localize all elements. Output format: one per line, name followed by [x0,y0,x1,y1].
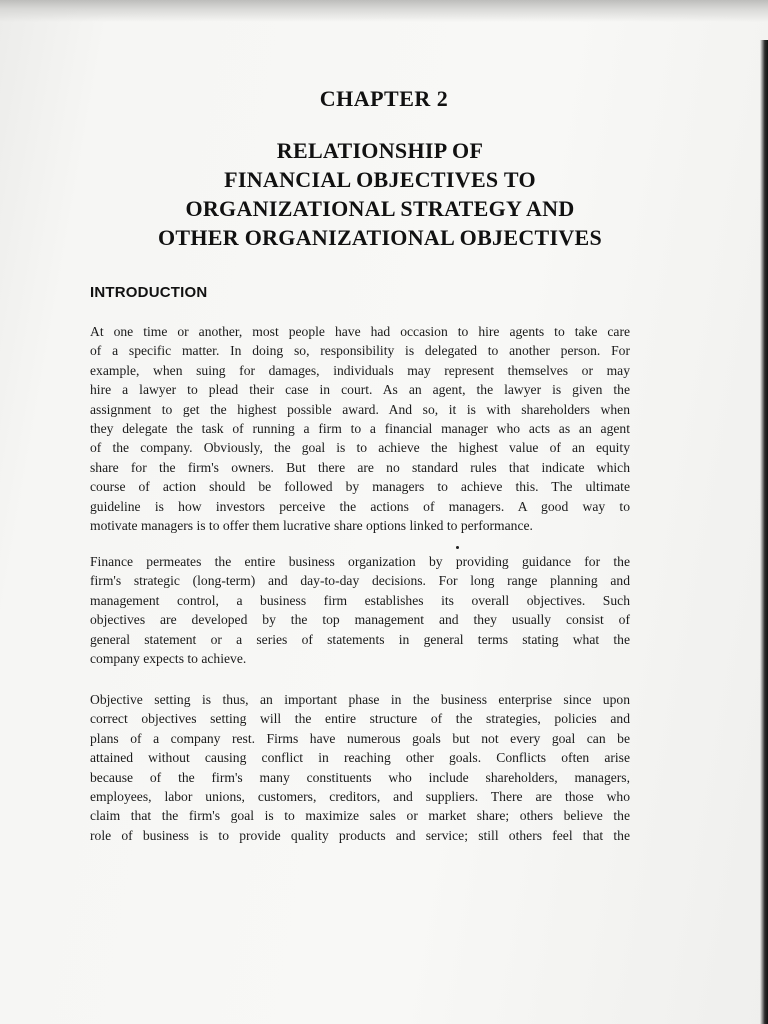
text-line: they delegate the task of running a firm to a financial manager who acts as an agent [90,421,630,437]
chapter-title [80,136,680,252]
paragraph-3 [90,690,630,845]
page-right-edge [760,40,768,1024]
text-line: company expects to achieve. [90,651,247,667]
text-line: because of the firm's many constituents who include shareholders, managers, [90,769,630,785]
text-line: objectives are developed by the top management and they usually consist of [90,612,630,628]
text-line: of a specific matter. In doing so, responsibility is delegated to another person. For [90,343,630,359]
text-line: assignment to get the highest possible award. And so, it is with shareholders when [90,401,630,417]
chapter-title-line: ORGANIZATIONAL STRATEGY AND [185,196,575,221]
chapter-label: CHAPTER 2 [319,86,449,111]
text-line: At one time or another, most people have had occasion to hire agents to take care [90,324,630,339]
section-heading: INTRODUCTION [90,284,208,301]
text-line: firm's strategic (long-term) and day-to-day decisions. For long range planning and [90,573,630,589]
text-line: claim that the firm's goal is to maximize sales or market share; others believe the [90,808,630,824]
text-line: Finance permeates the entire business organization by providing guidance for the [90,554,630,569]
text-line: example, when suing for damages, individuals may represent themselves or may [90,362,630,378]
text-line: course of action should be followed by managers to achieve this. The ultimate [90,479,630,495]
text-line: correct objectives setting will the entire structure of the strategies, policies and [90,711,630,727]
text-line: motivate managers is to offer them lucrative share options linked to performance. [90,518,533,534]
text-line: plans of a company rest. Firms have numerous goals but not every goal can be [90,730,630,746]
text-line: hire a lawyer to plead their case in court. As an agent, the lawyer is given the [90,382,630,398]
chapter-title-line: RELATIONSHIP OF [276,138,484,163]
text-line: management control, a business firm establishes its overall objectives. Such [90,592,630,608]
text-line: Objective setting is thus, an important phase in the business enterprise since upon [90,692,630,707]
paragraph-1 [90,322,630,535]
chapter-title-line: FINANCIAL OBJECTIVES TO [224,167,536,192]
text-line: role of business is to provide quality products and service; still others feel that the [90,827,630,843]
stray-dot-mark [456,546,459,549]
text-line: guideline is how investors perceive the actions of managers. A good way to [90,498,630,514]
text-line: of the company. Obviously, the goal is to achieve the highest value of an equity [90,440,630,456]
text-line: employees, labor unions, customers, creditors, and suppliers. There are those who [90,789,630,805]
text-line: attained without causing conflict in reaching other goals. Conflicts often arise [90,750,630,766]
text-line: general statement or a series of statements in general terms stating what the [90,631,630,647]
paragraph-2 [90,552,630,668]
chapter-title-line: OTHER ORGANIZATIONAL OBJECTIVES [157,225,603,250]
text-line: share for the firm's owners. But there are no standard rules that indicate which [90,459,630,475]
page-top-shadow [0,0,768,22]
